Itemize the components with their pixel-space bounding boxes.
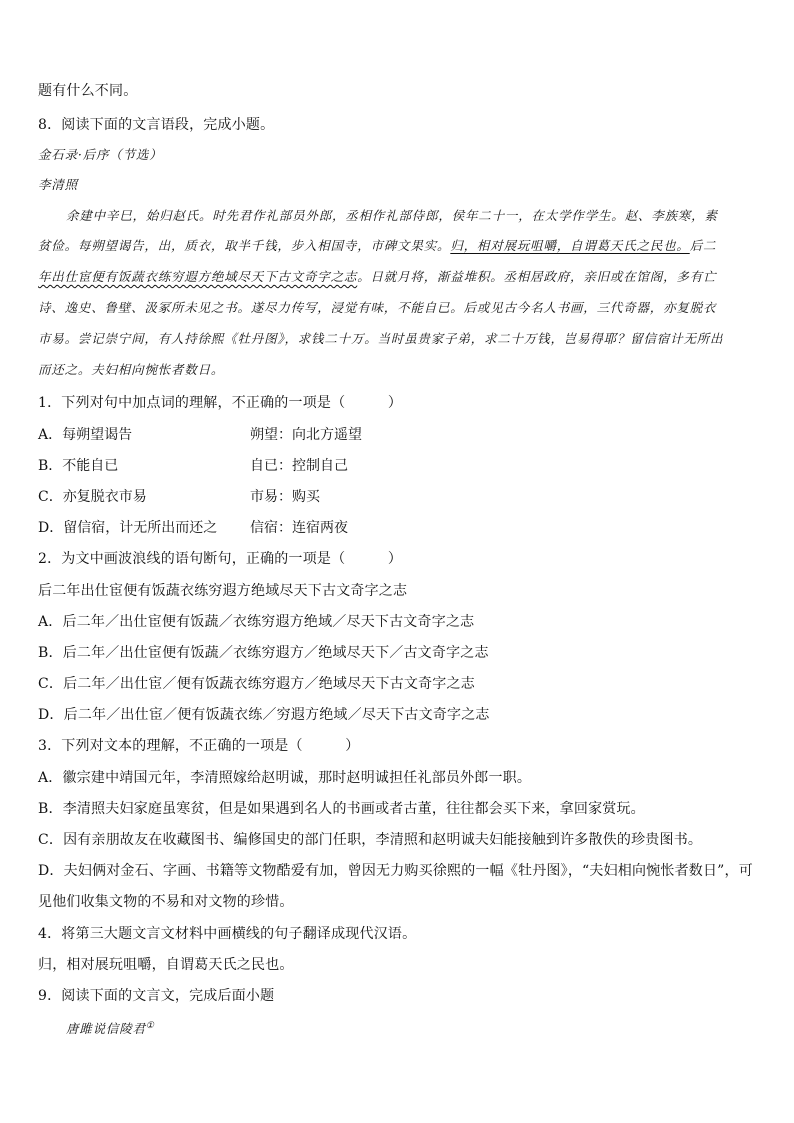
- sub4-sentence: 归，相对展玩咀嚼，自谓葛天氏之民也。: [38, 957, 294, 973]
- q9-passage-title: [66, 1017, 155, 1038]
- q8-passage-author: 李清照: [38, 177, 78, 192]
- q8-passage-line-6: 而还之。夫妇相向惋怅者数日。: [38, 362, 225, 377]
- sub1-option-d: D．留信宿，计无所出而还之: [38, 520, 218, 536]
- passage-title-text: 唐雎说信陵君: [66, 1021, 146, 1037]
- q8-passage-line-5: 市易。尝记崇宁间，有人持徐熙《牡丹图》，求钱二十万。当时虽贵家子弟，求二十万钱，岂易得耶？留信宿计无所出: [38, 331, 724, 346]
- sub2-option-d: D．后二年／出仕宦／便有饭蔬衣练／穷遐方绝域／尽天下古文奇字之志: [38, 707, 490, 723]
- sub3-option-b: B．李清照夫妇家庭虽寒贫，但是如果遇到名人的书画或者古董，往往都会买下来，拿回家赏玩。: [38, 801, 645, 817]
- sub2-option-b: B．后二年／出仕宦便有饭蔬／衣练穷遐方／绝域尽天下／古文奇字之志: [38, 645, 489, 661]
- sub1-option-c-gloss: 市易：购买: [250, 489, 320, 505]
- sub1-option-a-gloss: 朔望：向北方遥望: [250, 427, 362, 443]
- sub1-option-b: B．不能自已: [38, 458, 119, 474]
- sub3-option-a: A．徽宗建中靖国元年，李清照嫁给赵明诚，那时赵明诚担任礼部员外郎一职。: [38, 770, 532, 786]
- sub1-option-a: A．每朔望谒告: [38, 427, 133, 443]
- sub3-option-c: C．因有亲朋故友在收藏图书、编修国史的部门任职，李清照和赵明诚夫妇能接触到许多散佚的珍贵图书。: [38, 832, 703, 848]
- q9-heading: 9．阅读下面的文言文，完成后面小题: [38, 988, 275, 1004]
- wavy-underlined-sentence: 年出仕宦便有饭蔬衣练穷遐方绝域尽天下古文奇字之志: [38, 269, 358, 284]
- sub2-option-c: C．后二年／出仕宦／便有饭蔬衣练穷遐方／绝域尽天下古文奇字之志: [38, 676, 475, 692]
- intro-tail: 题有什么不同。: [38, 83, 138, 99]
- sub1-option-b-gloss: 自已：控制自己: [250, 458, 348, 474]
- q8-passage-title: 金石录·后序（节选）: [38, 147, 163, 162]
- sub2-option-a: A．后二年／出仕宦便有饭蔬／衣练穷遐方绝域／尽天下古文奇字之志: [38, 614, 475, 630]
- passage-text: 后二: [689, 238, 717, 253]
- sub3-option-d: D．夫妇俩对金石、字画、书籍等文物酷爱有加，曾因无力购买徐熙的一幅《牡丹图》，“夫妇相向惋怅者数日”，可: [38, 863, 753, 879]
- q8-passage-line-2: [38, 237, 716, 255]
- underlined-sentence: 归，相对展玩咀嚼，自谓葛天氏之民也。: [450, 238, 690, 253]
- sub3-stem: 3．下列对文本的理解，不正确的一项是（ ）: [38, 738, 360, 754]
- sub4-stem: 4．将第三大题文言文材料中画横线的句子翻译成现代汉语。: [38, 926, 417, 942]
- sub1-stem: 1．下列对句中加点词的理解，不正确的一项是（ ）: [38, 395, 403, 411]
- q8-passage-line-3: [38, 268, 716, 286]
- sub1-option-d-gloss: 信宿：连宿两夜: [250, 520, 348, 536]
- sub1-option-c: C．亦复脱衣市易: [38, 489, 147, 505]
- sub2-sentence: 后二年出仕宦便有饭蔬衣练穷遐方绝域尽天下古文奇字之志: [38, 583, 408, 599]
- passage-text: 。日就月将，渐益堆积。丞相居政府，亲旧或在馆阁，多有亡: [357, 269, 717, 284]
- sub2-stem: 2．为文中画波浪线的语句断句，正确的一项是（ ）: [38, 551, 403, 567]
- q8-passage-line-1: 余建中辛巳，始归赵氏。时先君作礼部员外郎，丞相作礼部侍郎，侯年二十一，在太学作学生。赵、李族寒，素: [66, 208, 718, 223]
- footnote-marker: ①: [145, 1021, 155, 1031]
- q8-heading: 8．阅读下面的文言语段，完成小题。: [38, 117, 275, 133]
- sub3-option-d-cont: 见他们收集文物的不易和对文物的珍惜。: [38, 894, 294, 910]
- q8-passage-line-4: 诗、逸史、鲁壁、汲冢所未见之书。遂尽力传写，浸觉有味，不能自已。后或见古今名人书画，三代奇器，亦复脱衣: [38, 300, 717, 315]
- passage-text: 贫俭。每朔望谒告，出，质衣，取半千钱，步入相国寺，市碑文果实。: [38, 238, 451, 253]
